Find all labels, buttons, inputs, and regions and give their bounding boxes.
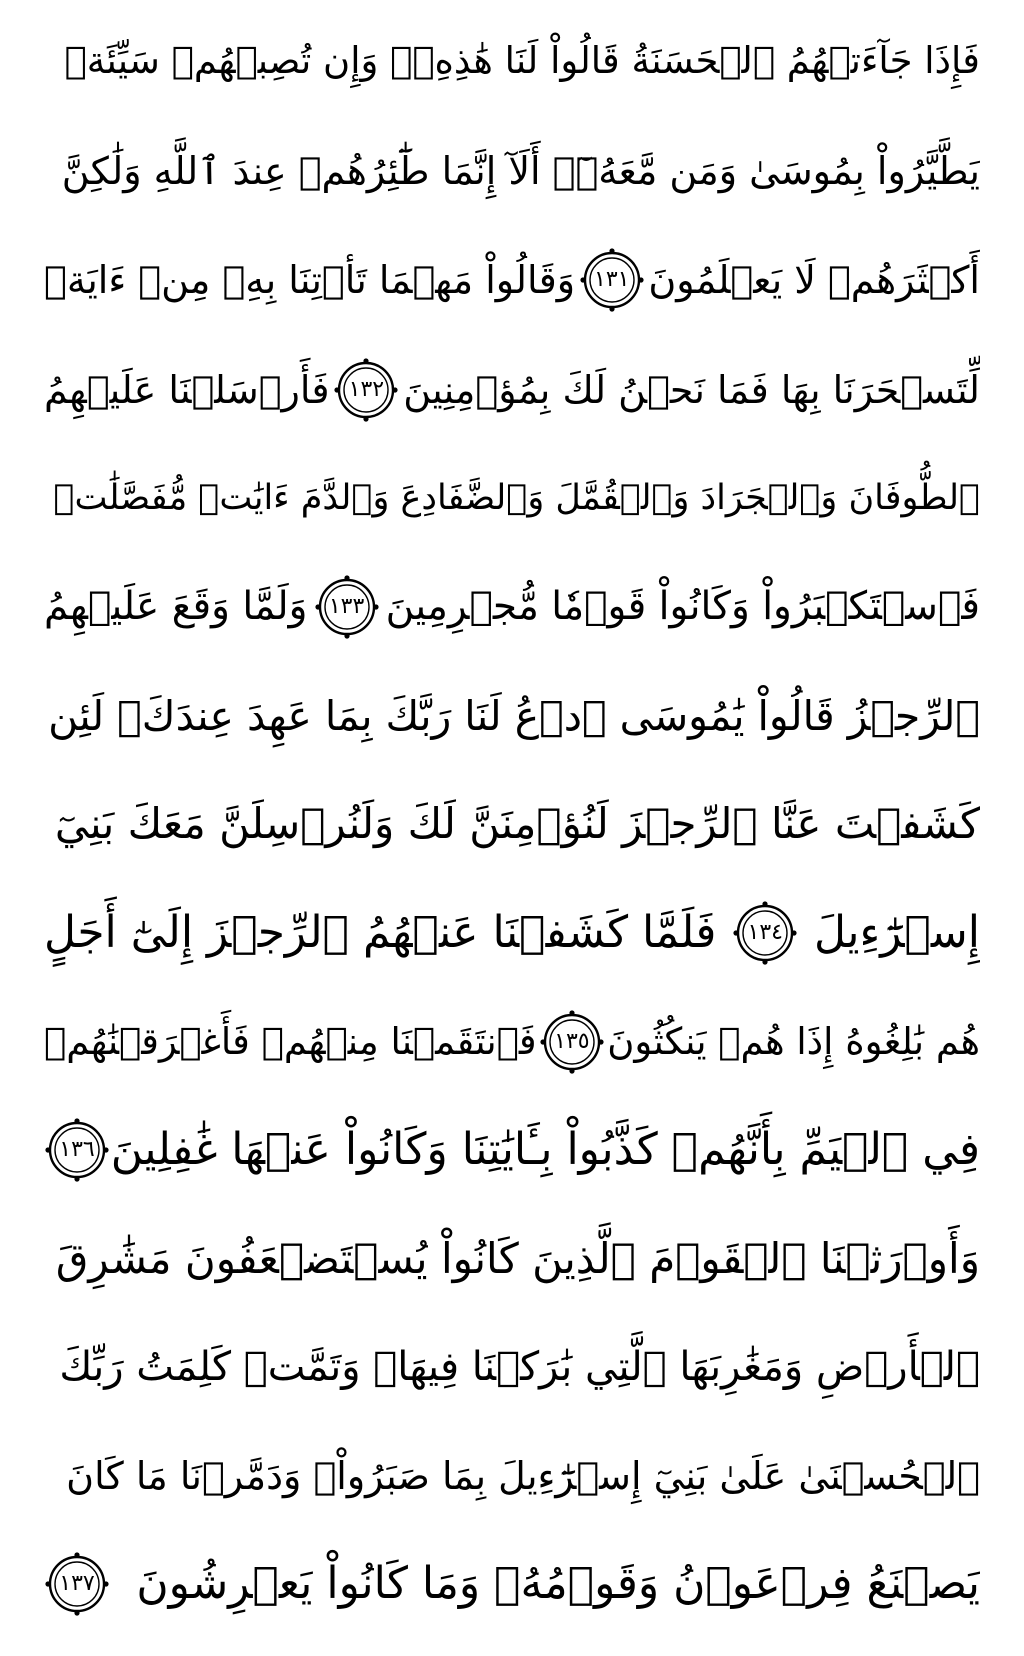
verse-text: كَشَفۡتَ عَنَّا ٱلرِّجۡزَ لَنُؤۡمِنَنَّ لَكَ وَلَنُرۡسِلَنَّ مَعَكَ بَنِيٓ	[54, 799, 980, 848]
ayah-number-marker	[44, 1551, 110, 1617]
ayah-marker-ornament-dot	[598, 1039, 603, 1044]
verse-text: يَصۡنَعُ فِرۡعَوۡنُ وَقَوۡمُهُۥ وَمَا كَانُواْ يَعۡرِشُونَ	[136, 1558, 980, 1609]
verse-text: ٱلۡحُسۡنَىٰ عَلَىٰ بَنِيٓ إِسۡرَٰٓءِيلَ بِمَا صَبَرُواْۖ وَدَمَّرۡنَا مَا كَانَ	[66, 1454, 980, 1498]
verse-text: فَإِذَا جَآءَتۡهُمُ ٱلۡحَسَنَةُ قَالُواْ لَنَا هَٰذِهِۦۖ وَإِن تُصِبۡهُمۡ سَيِّئَةٞ	[64, 39, 980, 82]
text-line	[44, 996, 980, 1088]
ayah-marker-ornament-dot	[45, 1147, 50, 1152]
text-line	[44, 1104, 980, 1196]
ayah-marker-ornament-dot	[763, 959, 768, 964]
verse-text: فِي ٱلۡيَمِّ بِأَنَّهُمۡ كَذَّبُواْ بِـَٔايَٰتِنَا وَكَانُواْ عَنۡهَا غَٰفِلِينَ	[110, 1124, 980, 1175]
text-line	[44, 344, 980, 436]
ayah-marker-ornament-dot	[103, 1147, 108, 1152]
ayah-marker-ornament-dot	[580, 277, 585, 282]
ayah-marker-ornament-dot	[315, 604, 320, 609]
text-line	[44, 125, 980, 217]
ayah-marker-ornament-dot	[364, 416, 369, 421]
ayah-marker-ornament-dot	[569, 1010, 574, 1015]
ayah-marker-ornament-dot	[364, 358, 369, 363]
verse-text: ٱلطُّوفَانَ وَٱلۡجَرَادَ وَٱلۡقُمَّلَ وَٱلضَّفَادِعَ وَٱلدَّمَ ءَايَٰتٖ مُّفَصَّلَٰتٖ	[53, 478, 980, 518]
ayah-number-marker	[732, 900, 798, 966]
ayah-marker-ornament-dot	[74, 1610, 79, 1615]
ayah-number: ١٣١	[594, 267, 630, 292]
verse-text: إِسۡرَٰٓءِيلَ	[813, 907, 980, 958]
ayah-number: ١٣٦	[59, 1137, 95, 1162]
ayah-marker-ornament-dot	[45, 1581, 50, 1586]
ayah-number: ١٣٣	[328, 594, 365, 619]
ayah-number: ١٣٢	[348, 377, 385, 402]
ayah-marker-ornament-dot	[792, 930, 797, 935]
ayah-marker-ornament-dot	[734, 930, 739, 935]
ayah-number: ١٣٧	[59, 1571, 95, 1596]
verse-text: وَقَالُواْ مَهۡمَا تَأۡتِنَا بِهِۦ مِنۡ ءَايَةٖ	[44, 258, 576, 302]
ayah-marker-ornament-dot	[103, 1581, 108, 1586]
verse-text: يَطَّيَّرُواْ بِمُوسَىٰ وَمَن مَّعَهُۥٓۗ أَلَآ إِنَّمَا طَٰٓئِرُهُمۡ عِندَ ٱللَّهِ وَلَٰكِنَّ	[61, 149, 980, 193]
ayah-marker-ornament-dot	[569, 1068, 574, 1073]
verse-text: وَلَمَّا وَقَعَ عَلَيۡهِمُ	[44, 584, 308, 629]
ayah-marker-ornament-dot	[393, 387, 398, 392]
ayah-marker-ornament-dot	[335, 387, 340, 392]
ayah-number-marker	[539, 1009, 605, 1075]
verse-text: فَأَرۡسَلۡنَا عَلَيۡهِمُ	[44, 368, 330, 412]
text-line	[44, 1538, 980, 1630]
verse-text: ٱلۡأَرۡضِ وَمَغَٰرِبَهَا ٱلَّتِي بَٰرَكۡنَا فِيهَاۖ وَتَمَّتۡ كَلِمَتُ رَبِّكَ	[59, 1344, 980, 1390]
ayah-marker-ornament-dot	[373, 604, 378, 609]
ayah-marker-ornament-dot	[638, 277, 643, 282]
text-line	[44, 234, 980, 326]
text-line	[44, 15, 980, 107]
text-line	[44, 1213, 980, 1305]
ayah-marker-ornament-dot	[74, 1552, 79, 1557]
verse-text: فَٱسۡتَكۡبَرُواْ وَكَانُواْ قَوۡمٗا مُّجۡرِمِينَ	[385, 584, 980, 629]
ayah-marker-ornament-dot	[74, 1118, 79, 1123]
text-line	[44, 1430, 980, 1522]
verse-text: لِّتَسۡحَرَنَا بِهَا فَمَا نَحۡنُ لَكَ بِمُؤۡمِنِينَ	[403, 368, 980, 412]
text-line	[44, 452, 980, 544]
ayah-marker-ornament-dot	[344, 575, 349, 580]
ayah-marker-ornament-dot	[609, 248, 614, 253]
ayah-number: ١٣٤	[747, 920, 783, 945]
ayah-number-marker	[44, 1117, 110, 1183]
ayah-marker-ornament-dot	[344, 633, 349, 638]
ayah-marker-ornament-dot	[540, 1039, 545, 1044]
ayah-marker-ornament-dot	[74, 1176, 79, 1181]
verse-text: أَكۡثَرَهُمۡ لَا يَعۡلَمُونَ	[648, 258, 980, 302]
text-line	[44, 1321, 980, 1413]
verse-text: ٱلرِّجۡزُ قَالُواْ يَٰمُوسَى ٱدۡعُ لَنَا رَبَّكَ بِمَا عَهِدَ عِندَكَۖ لَئِن	[48, 692, 980, 740]
ayah-marker-ornament-dot	[763, 901, 768, 906]
ayah-number: ١٣٥	[554, 1029, 590, 1054]
ayah-number-marker	[314, 574, 380, 640]
ayah-number-marker	[579, 247, 645, 313]
verse-text: وَأَوۡرَثۡنَا ٱلۡقَوۡمَ ٱلَّذِينَ كَانُواْ يُسۡتَضۡعَفُونَ مَشَٰرِقَ	[55, 1234, 980, 1283]
text-line	[44, 670, 980, 762]
text-line	[44, 887, 980, 979]
ayah-marker-ornament-dot	[609, 306, 614, 311]
ayah-number-marker	[333, 357, 399, 423]
verse-text: هُم بَٰلِغُوهُ إِذَا هُمۡ يَنكُثُونَ	[607, 1020, 980, 1063]
verse-text: فَلَمَّا كَشَفۡنَا عَنۡهُمُ ٱلرِّجۡزَ إِلَىٰٓ أَجَلٍ	[44, 907, 717, 958]
text-line	[44, 561, 980, 653]
text-line	[44, 778, 980, 870]
verse-text: فَٱنتَقَمۡنَا مِنۡهُمۡ فَأَغۡرَقۡنَٰهُمۡ	[44, 1020, 537, 1063]
